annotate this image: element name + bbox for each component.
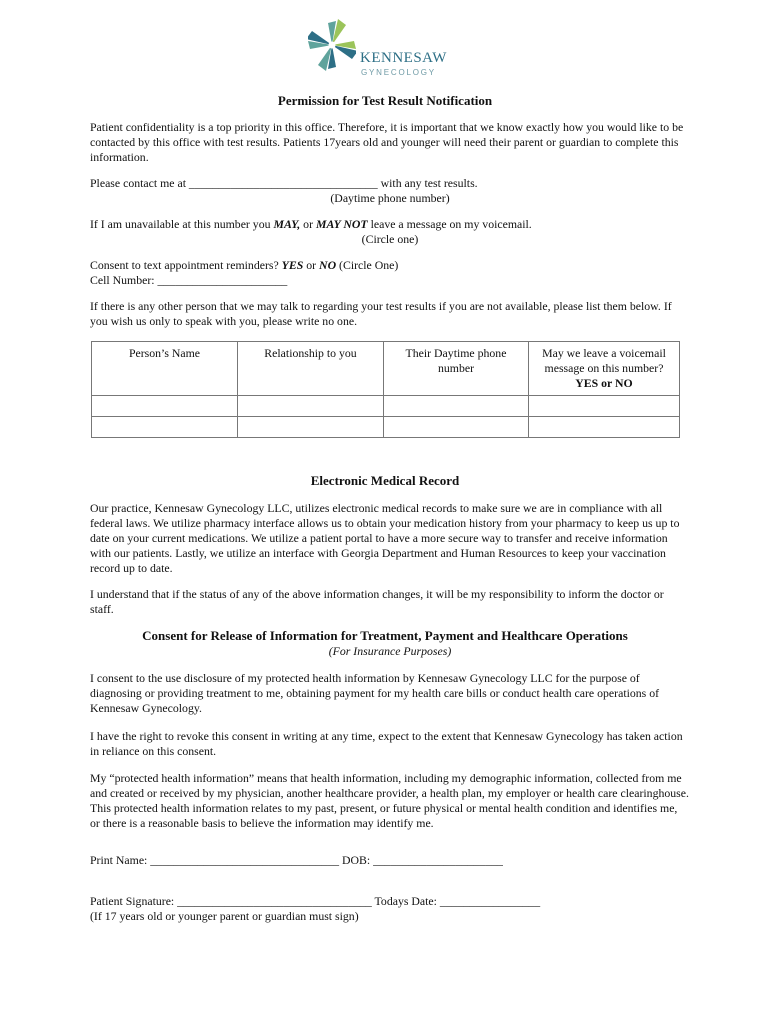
voicemail-text-a: If I am unavailable at this number you <box>90 217 274 231</box>
table-cell <box>238 417 384 438</box>
table-row <box>92 417 680 438</box>
yes-option: YES <box>281 258 304 272</box>
contact-phone-line: Please contact me at ________________________________ with any test results. <box>90 176 478 190</box>
header-voicemail-text: May we leave a voicemail message on this number? <box>542 346 666 375</box>
table-cell <box>529 396 680 417</box>
consent-subtitle: (For Insurance Purposes) <box>328 644 452 658</box>
permission-intro: Patient confidentiality is a top priority in this office. Therefore, it is important that we know exactly how you would like to be contacted by this office with test results. Patients 17years old and younger will need their parent or guardian to complete this information. <box>90 120 684 164</box>
guardian-note: (If 17 years old or younger parent or guardian must sign) <box>90 909 359 923</box>
print-name-dob-line: Print Name: ________________________________ DOB: ______________________ <box>90 853 503 867</box>
table-cell <box>384 396 529 417</box>
emr-body: Our practice, Kennesaw Gynecology LLC, utilizes electronic medical records to make sure we are in compliance with all federal laws. We utilize pharmacy interface allows us to obtain your medication history from your pharmacy to keep us up to date on your current medications. We utilize a patient portal to have a more secure way to transfer and receive information with our patients. Lastly, we utilize an interface with Georgia Department and Human Resources to keep your vaccination record up to date. <box>90 501 680 575</box>
text-consent-a: Consent to text appointment reminders? <box>90 258 282 272</box>
text-consent-line <box>90 258 690 273</box>
voicemail-line <box>90 217 690 232</box>
table-row <box>92 396 680 417</box>
contact-phone-caption: (Daytime phone number) <box>330 191 450 205</box>
emr-responsibility: I understand that if the status of any of the above information changes, it will be my responsibility to inform the doctor or staff. <box>90 587 664 616</box>
patient-signature-line: Patient Signature: _________________________________ Todays Date: _________________ <box>90 894 541 908</box>
table-cell <box>92 417 238 438</box>
header-daytime-phone: Their Daytime phone number <box>384 342 529 396</box>
header-yes-or-no: YES or NO <box>575 376 633 390</box>
consent-paragraph-3: My “protected health information” means that health information, including my demographic information, collected from me and created or received by my physician, another healthcare provider, a health plan, my employer or health care clearinghouse. This protected health information relates to my past, present, or future physical or mental health condition and identifies me, or there is a reasonable basis to believe the information may identify me. <box>90 771 689 830</box>
header-relationship: Relationship to you <box>238 342 384 396</box>
consent-title: Consent for Release of Information for Treatment, Payment and Healthcare Operations <box>142 628 628 643</box>
authorized-persons-table <box>91 341 680 438</box>
table-cell <box>529 417 680 438</box>
voicemail-text-b: leave a message on my voicemail. <box>367 217 532 231</box>
header-voicemail-permission <box>529 342 680 396</box>
no-option: NO <box>319 258 337 272</box>
table-cell <box>238 396 384 417</box>
text-consent-b: (Circle One) <box>336 258 399 272</box>
header-persons-name: Person’s Name <box>92 342 238 396</box>
other-person-paragraph: If there is any other person that we may talk to regarding your test results if you are not available, please list them below. If you wish us only to speak with you, please write no one. <box>90 299 672 328</box>
pinwheel-icon <box>308 16 356 74</box>
table-cell <box>92 396 238 417</box>
emr-title: Electronic Medical Record <box>310 473 460 488</box>
cell-number-field: Cell Number: ______________________ <box>90 273 288 287</box>
voicemail-or: or <box>300 217 316 231</box>
kennesaw-logo <box>308 16 458 78</box>
consent-paragraph-1: I consent to the use disclosure of my protected health information by Kennesaw Gynecology LLC for the purpose of diagnosing or providing treatment to me, obtaining payment for my health care bills or conduct health care operations of Kennesaw Gynecology. <box>90 671 660 715</box>
may-not-option: MAY NOT <box>315 217 368 231</box>
consent-paragraph-2: I have the right to revoke this consent in writing at any time, expect to the extent that Kennesaw Gynecology has taken action in reliance on this consent. <box>90 729 683 758</box>
may-option: MAY, <box>273 217 301 231</box>
text-consent-or: or <box>303 258 320 272</box>
table-cell <box>384 417 529 438</box>
permission-title: Permission for Test Result Notification <box>277 93 493 108</box>
logo-name: KENNESAW <box>360 50 447 66</box>
circle-one-caption: (Circle one) <box>361 232 419 246</box>
table-header-row <box>92 342 680 396</box>
logo-subtitle: GYNECOLOGY <box>361 68 436 77</box>
